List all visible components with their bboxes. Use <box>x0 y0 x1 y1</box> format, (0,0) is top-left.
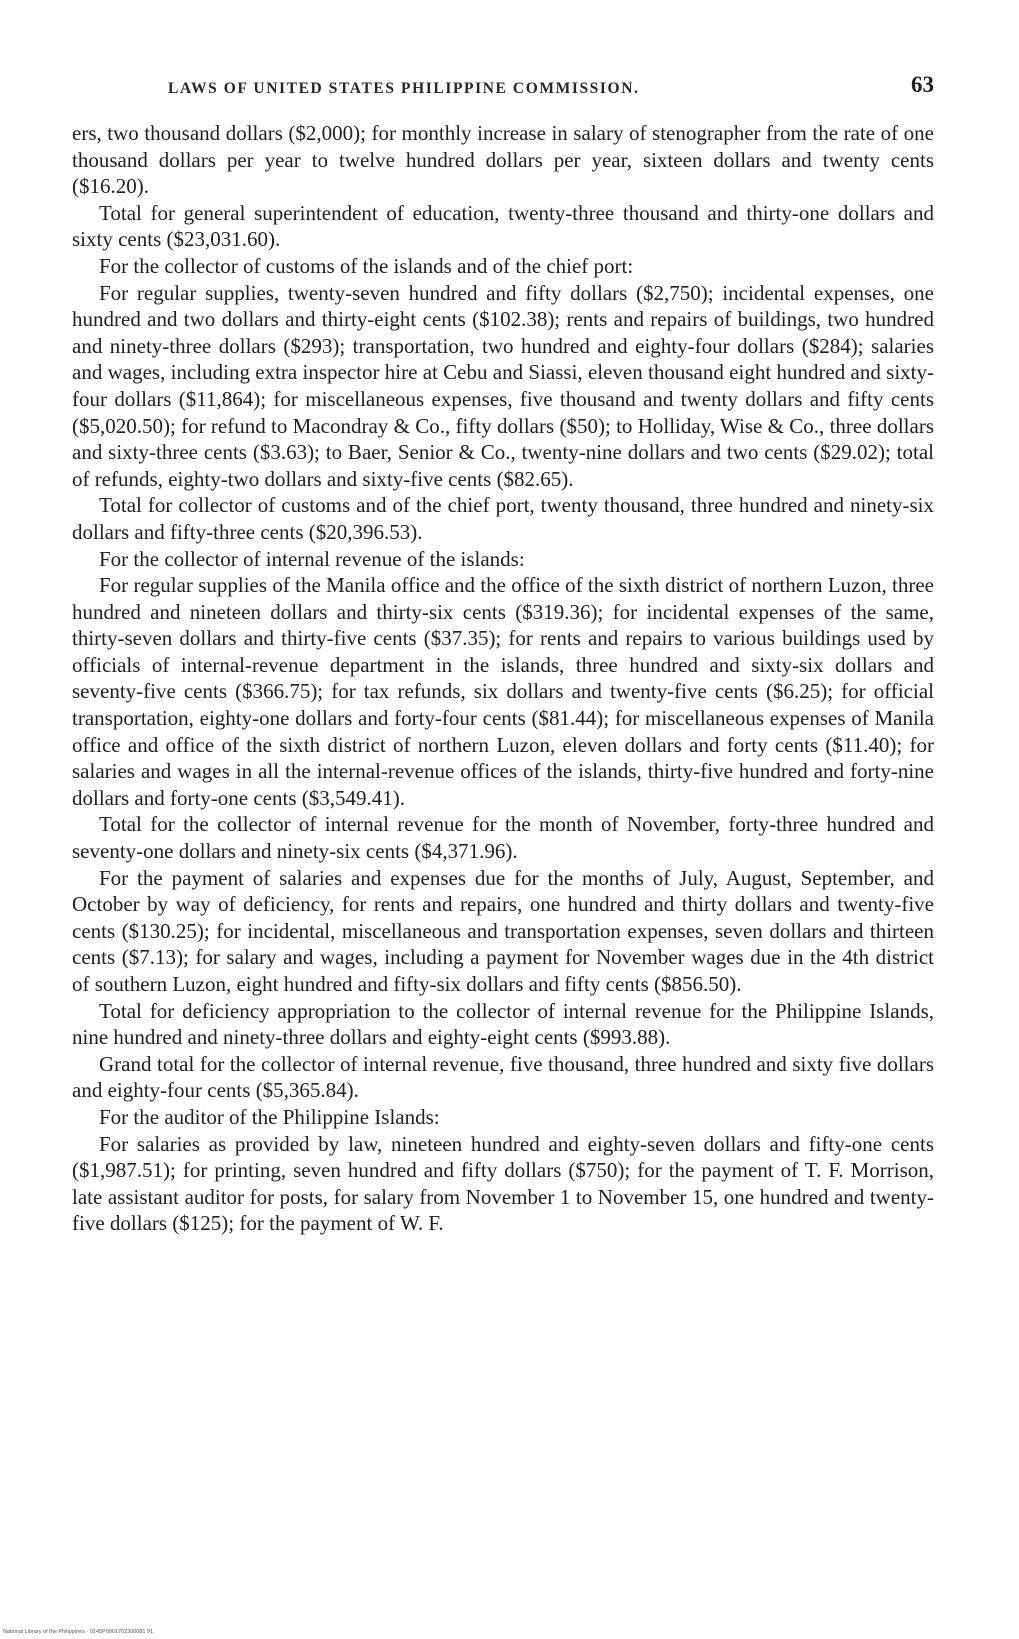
paragraph-7: For regular supplies of the Manila office and the office of the sixth district of northern Luzon, three hundred and nineteen dollars and thirty-six cents ($319.36); for incidental expenses of the same, thirty-seven dollars and thirty-five cents ($37.35); for rents and repairs to various buildings used by officials of internal-revenue department in the islands, three hundred and sixty-six dollars and seventy-five cents ($366.75); for tax refunds, six dollars and twenty-five cents ($6.25); for official transportation, eighty-one dollars and forty-four cents ($81.44); for miscellaneous expenses of Manila office and office of the sixth district of northern Luzon, eleven dollars and forty cents ($11.40); for salaries and wages in all the internal-revenue offices of the islands, thirty-five hundred and forty-nine dollars and forty-one cents ($3,549.41). <box>72 573 934 810</box>
paragraph-5: Total for collector of customs and of the chief port, twenty thousand, three hundred and ninety-six dollars and fifty-three cents ($20,396.53). <box>72 493 934 544</box>
paragraph-8: Total for the collector of internal revenue for the month of November, forty-three hundred and seventy-one dollars and ninety-six cents ($4,371.96). <box>72 812 934 864</box>
paragraph-3: For the collector of customs of the islands and of the chief port: <box>99 253 634 278</box>
paragraph-12: For the auditor of the Philippine Islands: <box>99 1104 440 1129</box>
running-header <box>72 72 934 106</box>
running-title: LAWS OF UNITED STATES PHILIPPINE COMMISSION. <box>168 80 640 97</box>
paragraph-6: For the collector of internal revenue of the islands: <box>99 546 525 571</box>
paragraph-4: For regular supplies, twenty-seven hundred and fifty dollars ($2,750); incidental expenses, one hundred and two dollars and thirty-eight cents ($102.38); rents and repairs of buildings, two hundred and ninety-three dollars ($293); transportation, two hundred and eighty-four dollars ($284); salaries and wages, including extra inspector hire at Cebu and Siassi, eleven thousand eight hundred and sixty-four dollars ($11,864); for miscellaneous expenses, five thousand and twenty dollars and fifty cents ($5,020.50); for refund to Macondray & Co., fifty dollars ($50); to Holliday, Wise & Co., three dollars and sixty-three cents ($3.63); to Baer, Senior & Co., twenty-nine dollars and two cents ($29.02); total of refunds, eighty-two dollars and sixty-five cents ($82.65). <box>72 280 934 491</box>
body-text <box>72 120 934 1237</box>
paragraph-13: For salaries as provided by law, nineteen hundred and eighty-seven dollars and fifty-one cents ($1,987.51); for printing, seven hundred and fifty dollars ($750); for the payment of T. F. Morrison, late assistant auditor for posts, for salary from November 1 to November 15, one hundred and twenty-five dollars ($125); for the payment of W. F. <box>72 1131 934 1236</box>
paragraph-2: Total for general superintendent of education, twenty-three thousand and thirty-one dollars and sixty cents ($23,031.60). <box>72 200 934 252</box>
scan-credit: National Library of the Philippines · 0145P0001702300081 91 <box>3 1629 154 1635</box>
paragraph-9: For the payment of salaries and expenses due for the months of July, August, September, and October by way of deficiency, for rents and repairs, one hundred and thirty dollars and twenty-five cents ($130.25); for incidental, miscellaneous and transportation expenses, seven dollars and thirteen cents ($7.13); for salary and wages, including a payment for November wages due in the 4th district of southern Luzon, eight hundred and fifty-six dollars and fifty cents ($856.50). <box>72 865 934 996</box>
document-page <box>72 72 934 1237</box>
paragraph-10: Total for deficiency appropriation to the collector of internal revenue for the Philippine Islands, nine hundred and ninety-three dollars and eighty-eight cents ($993.88). <box>72 998 934 1050</box>
page-number: 63 <box>911 72 934 97</box>
paragraph-1: ers, two thousand dollars ($2,000); for monthly increase in salary of stenographer from the rate of one thousand dollars per year to twelve hundred dollars per year, sixteen dollars and twenty cents ($16.20). <box>72 121 934 199</box>
paragraph-11: Grand total for the collector of internal revenue, five thousand, three hundred and sixty five dollars and eighty-four cents ($5,365.84). <box>72 1051 934 1103</box>
